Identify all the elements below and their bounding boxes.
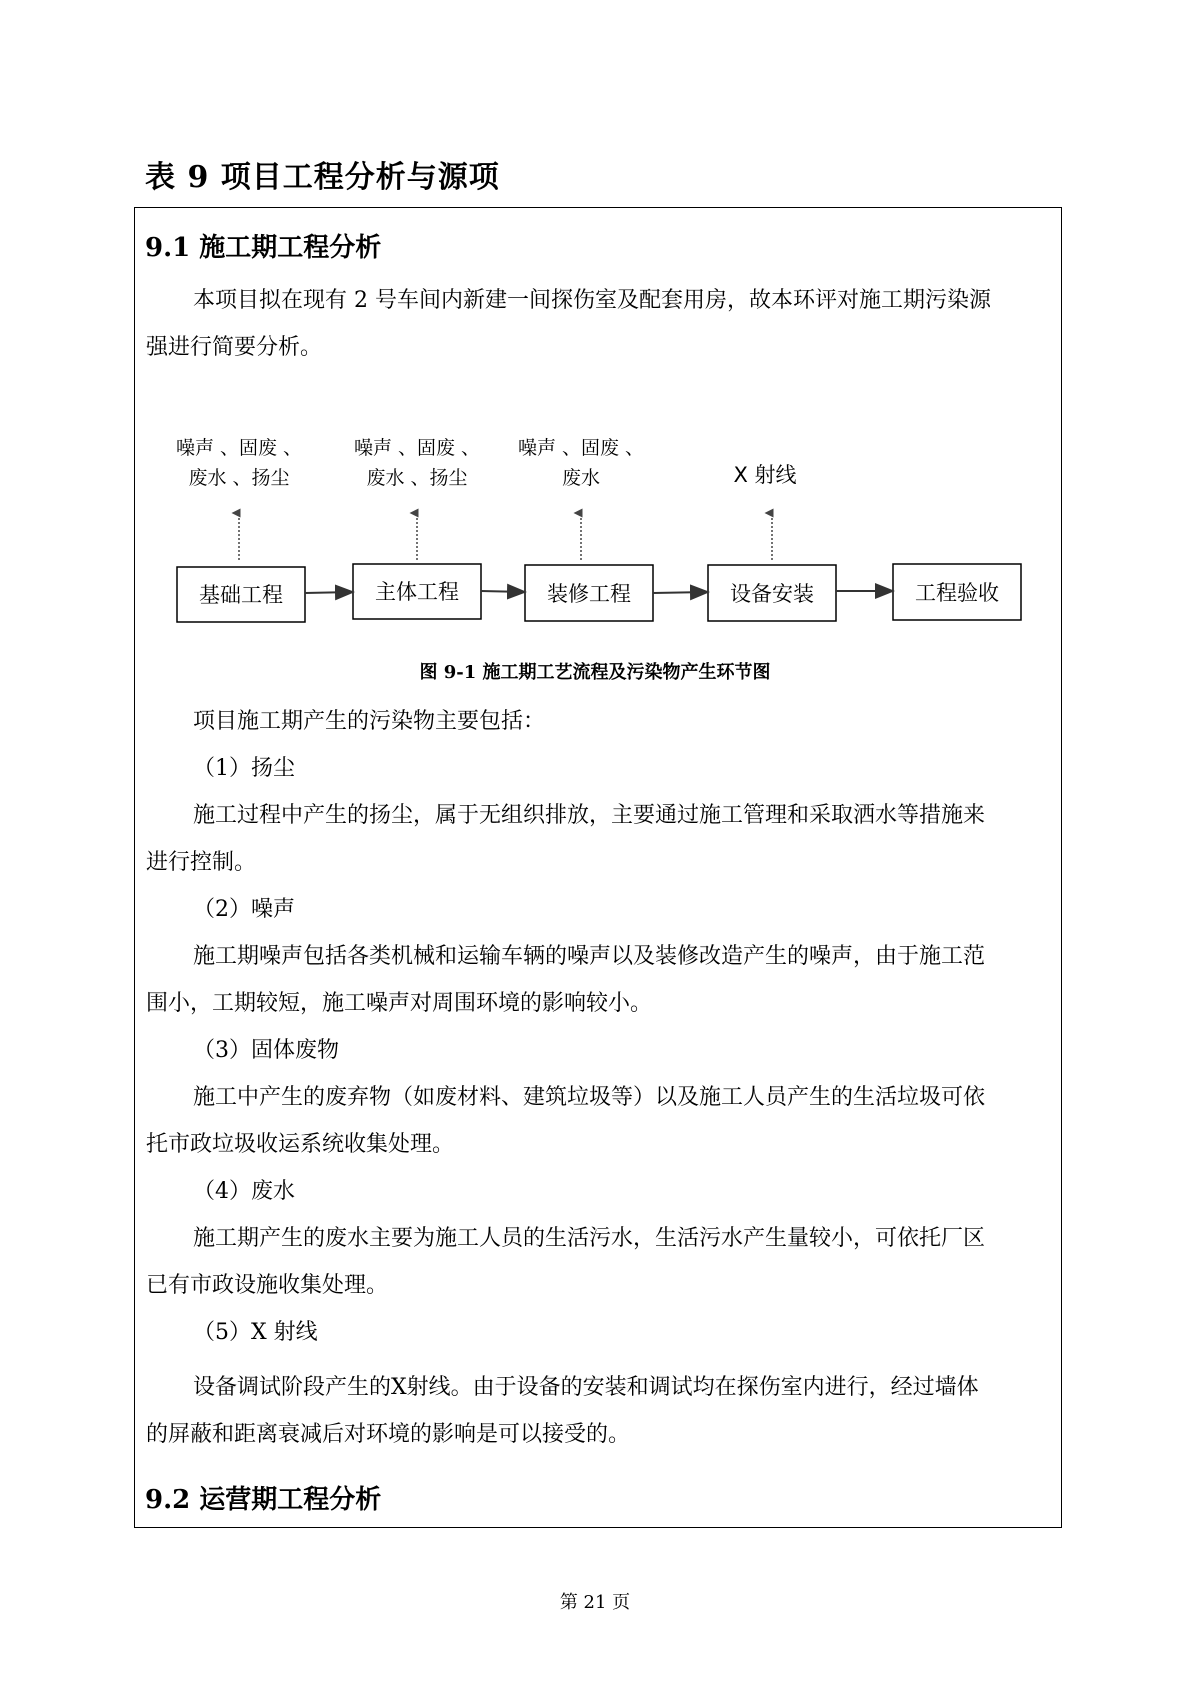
process-flow-diagram [160, 430, 1040, 630]
flow-arrow-3 [653, 592, 708, 593]
flow-arrow-1 [305, 592, 353, 593]
emission-4-line-1: X 射线 [733, 463, 797, 487]
pollutant-1-line-1: 施工过程中产生的扬尘，属于无组织排放，主要通过施工管理和采取洒水等措施来 [193, 803, 986, 828]
pollutant-title-3: （3）固体废物 [193, 1038, 339, 1063]
pollutant-5-line-1: 设备调试阶段产生的X射线。由于设备的安装和调试均在探伤室内进行，经过墙体 [193, 1375, 979, 1400]
emission-2-line-1: 噪声 、固废 、 [353, 437, 481, 459]
pollutant-4-line-2: 已有市政设施收集处理。 [146, 1273, 389, 1298]
pollutant-title-5: （5）X 射线 [193, 1320, 318, 1345]
emission-2-line-2: 废水 、扬尘 [366, 467, 468, 489]
pollutant-5-line-2: 的屏蔽和距离衰减后对环境的影响是可以接受的。 [146, 1422, 631, 1447]
pollutant-title-4: （4）废水 [193, 1179, 295, 1204]
step-label-1: 基础工程 [199, 583, 283, 607]
emission-3-line-1: 噪声 、固废 、 [517, 437, 645, 459]
page-number: 第 21 页 [559, 1592, 631, 1613]
figure-caption: 图 9-1 施工期工艺流程及污染物产生环节图 [419, 662, 771, 683]
pollutant-3-line-2: 托市政垃圾收运系统收集处理。 [146, 1132, 455, 1157]
pollutants-lead: 项目施工期产生的污染物主要包括： [193, 709, 546, 734]
step-label-2: 主体工程 [375, 580, 459, 604]
emission-1-line-1: 噪声 、固废 、 [175, 437, 303, 459]
emission-3-line-2: 废水 [561, 467, 601, 489]
pollutant-3-line-1: 施工中产生的废弃物（如废材料、建筑垃圾等）以及施工人员产生的生活垃圾可依 [193, 1085, 986, 1110]
section-heading-9-2: 9.2 运营期工程分析 [145, 1485, 382, 1515]
section-heading-9-1: 9.1 施工期工程分析 [145, 233, 382, 263]
flow-arrow-2 [481, 591, 525, 592]
pollutant-4-line-1: 施工期产生的废水主要为施工人员的生活污水，生活污水产生量较小，可依托厂区 [193, 1226, 986, 1251]
step-label-4: 设备安装 [730, 582, 814, 606]
pollutant-1-line-2: 进行控制。 [146, 850, 257, 875]
intro-line-1: 本项目拟在现有 2 号车间内新建一间探伤室及配套用房，故本环评对施工期污染源 [193, 288, 991, 313]
step-label-3: 装修工程 [547, 582, 631, 606]
page-title: 表 9 项目工程分析与源项 [145, 160, 500, 195]
pollutant-2-line-1: 施工期噪声包括各类机械和运输车辆的噪声以及装修改造产生的噪声，由于施工范 [193, 944, 986, 969]
pollutant-title-2: （2）噪声 [193, 897, 295, 922]
emission-1-line-2: 废水 、扬尘 [188, 467, 290, 489]
pollutant-2-line-2: 围小，工期较短，施工噪声对周围环境的影响较小。 [146, 991, 653, 1016]
step-label-5: 工程验收 [915, 581, 999, 605]
pollutant-title-1: （1）扬尘 [193, 756, 295, 781]
intro-line-2: 强进行简要分析。 [146, 335, 323, 360]
